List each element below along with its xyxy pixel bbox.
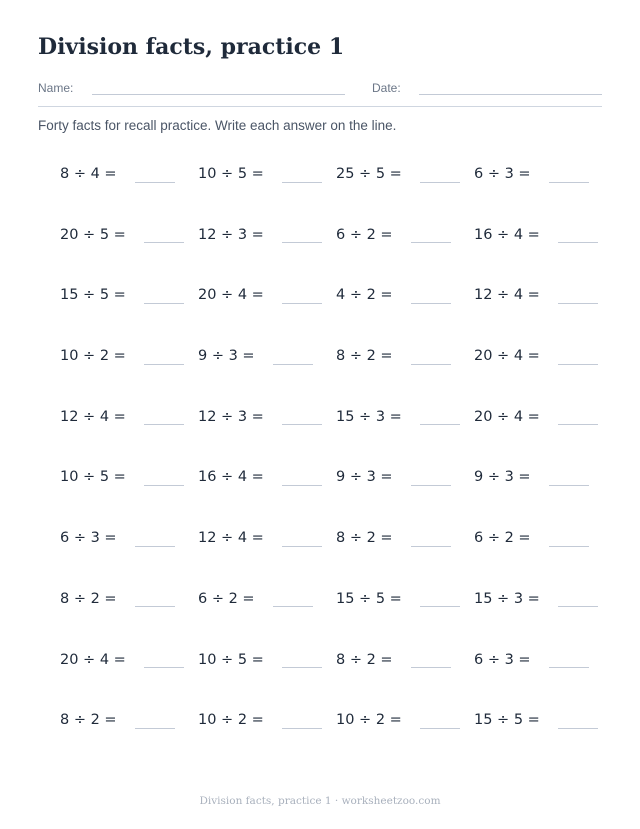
answer-line[interactable] — [282, 728, 322, 729]
problem-item — [60, 708, 198, 732]
problem-expression: 8 ÷ 2 = — [336, 530, 393, 547]
answer-line[interactable] — [558, 303, 598, 304]
problem-expression: 16 ÷ 4 = — [474, 226, 540, 243]
header-divider — [38, 106, 602, 107]
answer-line[interactable] — [144, 303, 184, 304]
answer-line[interactable] — [135, 728, 175, 729]
date-label: Date: — [372, 81, 401, 95]
answer-line[interactable] — [420, 424, 460, 425]
problem-expression: 12 ÷ 4 = — [474, 287, 540, 304]
problem-item — [336, 587, 474, 611]
problem-item — [474, 344, 612, 368]
problem-item — [336, 708, 474, 732]
problem-expression: 6 ÷ 2 = — [474, 530, 531, 547]
problem-expression: 12 ÷ 4 = — [198, 530, 264, 547]
answer-line[interactable] — [420, 728, 460, 729]
problem-item — [474, 587, 612, 611]
answer-line[interactable] — [558, 728, 598, 729]
problem-item — [60, 405, 198, 429]
problem-expression: 15 ÷ 3 = — [474, 590, 540, 607]
problem-item — [60, 283, 198, 307]
problem-expression: 4 ÷ 2 = — [336, 287, 393, 304]
answer-line[interactable] — [549, 485, 589, 486]
problem-item — [60, 465, 198, 489]
answer-line[interactable] — [144, 242, 184, 243]
problem-item — [198, 465, 336, 489]
problem-item — [336, 465, 474, 489]
problem-expression: 15 ÷ 5 = — [336, 590, 402, 607]
answer-line[interactable] — [411, 303, 451, 304]
answer-line[interactable] — [282, 546, 322, 547]
problem-item — [198, 223, 336, 247]
answer-line[interactable] — [558, 364, 598, 365]
problem-expression: 8 ÷ 2 = — [336, 348, 393, 365]
problem-item — [60, 587, 198, 611]
answer-line[interactable] — [282, 242, 322, 243]
problem-item — [474, 405, 612, 429]
problem-item — [474, 223, 612, 247]
problem-expression: 9 ÷ 3 = — [336, 469, 393, 486]
problem-grid — [60, 162, 620, 769]
problem-expression: 8 ÷ 4 = — [60, 166, 117, 182]
answer-line[interactable] — [549, 667, 589, 668]
answer-line[interactable] — [282, 667, 322, 668]
problem-item — [198, 587, 336, 611]
problem-expression: 16 ÷ 4 = — [198, 469, 264, 486]
name-line[interactable] — [92, 94, 345, 95]
problem-item — [198, 344, 336, 368]
answer-line[interactable] — [144, 667, 184, 668]
problem-item — [198, 162, 336, 186]
problem-item — [198, 526, 336, 550]
answer-line[interactable] — [144, 424, 184, 425]
problem-item — [336, 526, 474, 550]
answer-line[interactable] — [135, 182, 175, 183]
problem-expression: 10 ÷ 2 = — [60, 348, 126, 365]
problem-expression: 12 ÷ 3 = — [198, 408, 264, 425]
problem-expression: 10 ÷ 5 = — [198, 166, 264, 182]
problem-expression: 10 ÷ 5 = — [198, 651, 264, 668]
answer-line[interactable] — [135, 606, 175, 607]
problem-item — [336, 405, 474, 429]
problem-item — [60, 526, 198, 550]
problem-expression: 10 ÷ 5 = — [60, 469, 126, 486]
problem-item — [474, 465, 612, 489]
answer-line[interactable] — [273, 606, 313, 607]
problem-item — [198, 708, 336, 732]
answer-line[interactable] — [420, 606, 460, 607]
problem-expression: 20 ÷ 4 = — [60, 651, 126, 668]
problem-expression: 12 ÷ 4 = — [60, 408, 126, 425]
problem-item — [336, 648, 474, 672]
answer-line[interactable] — [411, 667, 451, 668]
answer-line[interactable] — [549, 182, 589, 183]
answer-line[interactable] — [411, 364, 451, 365]
problem-item — [198, 283, 336, 307]
problem-expression: 6 ÷ 2 = — [198, 590, 255, 607]
problem-expression: 6 ÷ 3 = — [60, 530, 117, 547]
answer-line[interactable] — [144, 485, 184, 486]
answer-line[interactable] — [144, 364, 184, 365]
problem-item — [474, 283, 612, 307]
problem-item — [474, 648, 612, 672]
problem-item — [474, 162, 612, 186]
answer-line[interactable] — [273, 364, 313, 365]
problem-expression: 15 ÷ 5 = — [60, 287, 126, 304]
problem-item — [60, 162, 198, 186]
problem-expression: 6 ÷ 2 = — [336, 226, 393, 243]
worksheet-title: Division facts, practice 1 — [38, 34, 345, 60]
answer-line[interactable] — [411, 485, 451, 486]
problem-expression: 20 ÷ 4 = — [474, 408, 540, 425]
problem-item — [336, 344, 474, 368]
answer-line[interactable] — [135, 546, 175, 547]
problem-item — [474, 526, 612, 550]
answer-line[interactable] — [411, 546, 451, 547]
problem-expression: 10 ÷ 2 = — [336, 712, 402, 729]
instructions: Forty facts for recall practice. Write each answer on the line. — [38, 118, 397, 133]
answer-line[interactable] — [282, 485, 322, 486]
problem-expression: 8 ÷ 2 = — [336, 651, 393, 668]
problem-item — [336, 223, 474, 247]
problem-item — [198, 405, 336, 429]
problem-item — [336, 162, 474, 186]
problem-item — [198, 648, 336, 672]
answer-line[interactable] — [282, 424, 322, 425]
answer-line[interactable] — [282, 182, 322, 183]
problem-item — [60, 344, 198, 368]
problem-expression: 9 ÷ 3 = — [474, 469, 531, 486]
problem-expression: 25 ÷ 5 = — [336, 166, 402, 182]
problem-expression: 8 ÷ 2 = — [60, 712, 117, 729]
problem-item — [60, 648, 198, 672]
problem-expression: 10 ÷ 2 = — [198, 712, 264, 729]
problem-expression: 20 ÷ 5 = — [60, 226, 126, 243]
answer-line[interactable] — [549, 546, 589, 547]
problem-expression: 15 ÷ 3 = — [336, 408, 402, 425]
date-line[interactable] — [419, 94, 602, 95]
problem-expression: 8 ÷ 2 = — [60, 590, 117, 607]
problem-expression: 9 ÷ 3 = — [198, 348, 255, 365]
answer-line[interactable] — [558, 606, 598, 607]
problem-item — [336, 283, 474, 307]
problem-expression: 20 ÷ 4 = — [198, 287, 264, 304]
answer-line[interactable] — [558, 242, 598, 243]
problem-expression: 20 ÷ 4 = — [474, 348, 540, 365]
name-label: Name: — [38, 81, 74, 95]
answer-line[interactable] — [411, 242, 451, 243]
problem-item — [60, 223, 198, 247]
problem-expression: 6 ÷ 3 = — [474, 651, 531, 668]
problem-expression: 15 ÷ 5 = — [474, 712, 540, 729]
answer-line[interactable] — [420, 182, 460, 183]
answer-line[interactable] — [282, 303, 322, 304]
answer-line[interactable] — [558, 424, 598, 425]
problem-expression: 12 ÷ 3 = — [198, 226, 264, 243]
problem-item — [474, 708, 612, 732]
problem-expression: 6 ÷ 3 = — [474, 166, 531, 182]
page-footer: Division facts, practice 1 · worksheetzoo.com — [199, 795, 441, 807]
